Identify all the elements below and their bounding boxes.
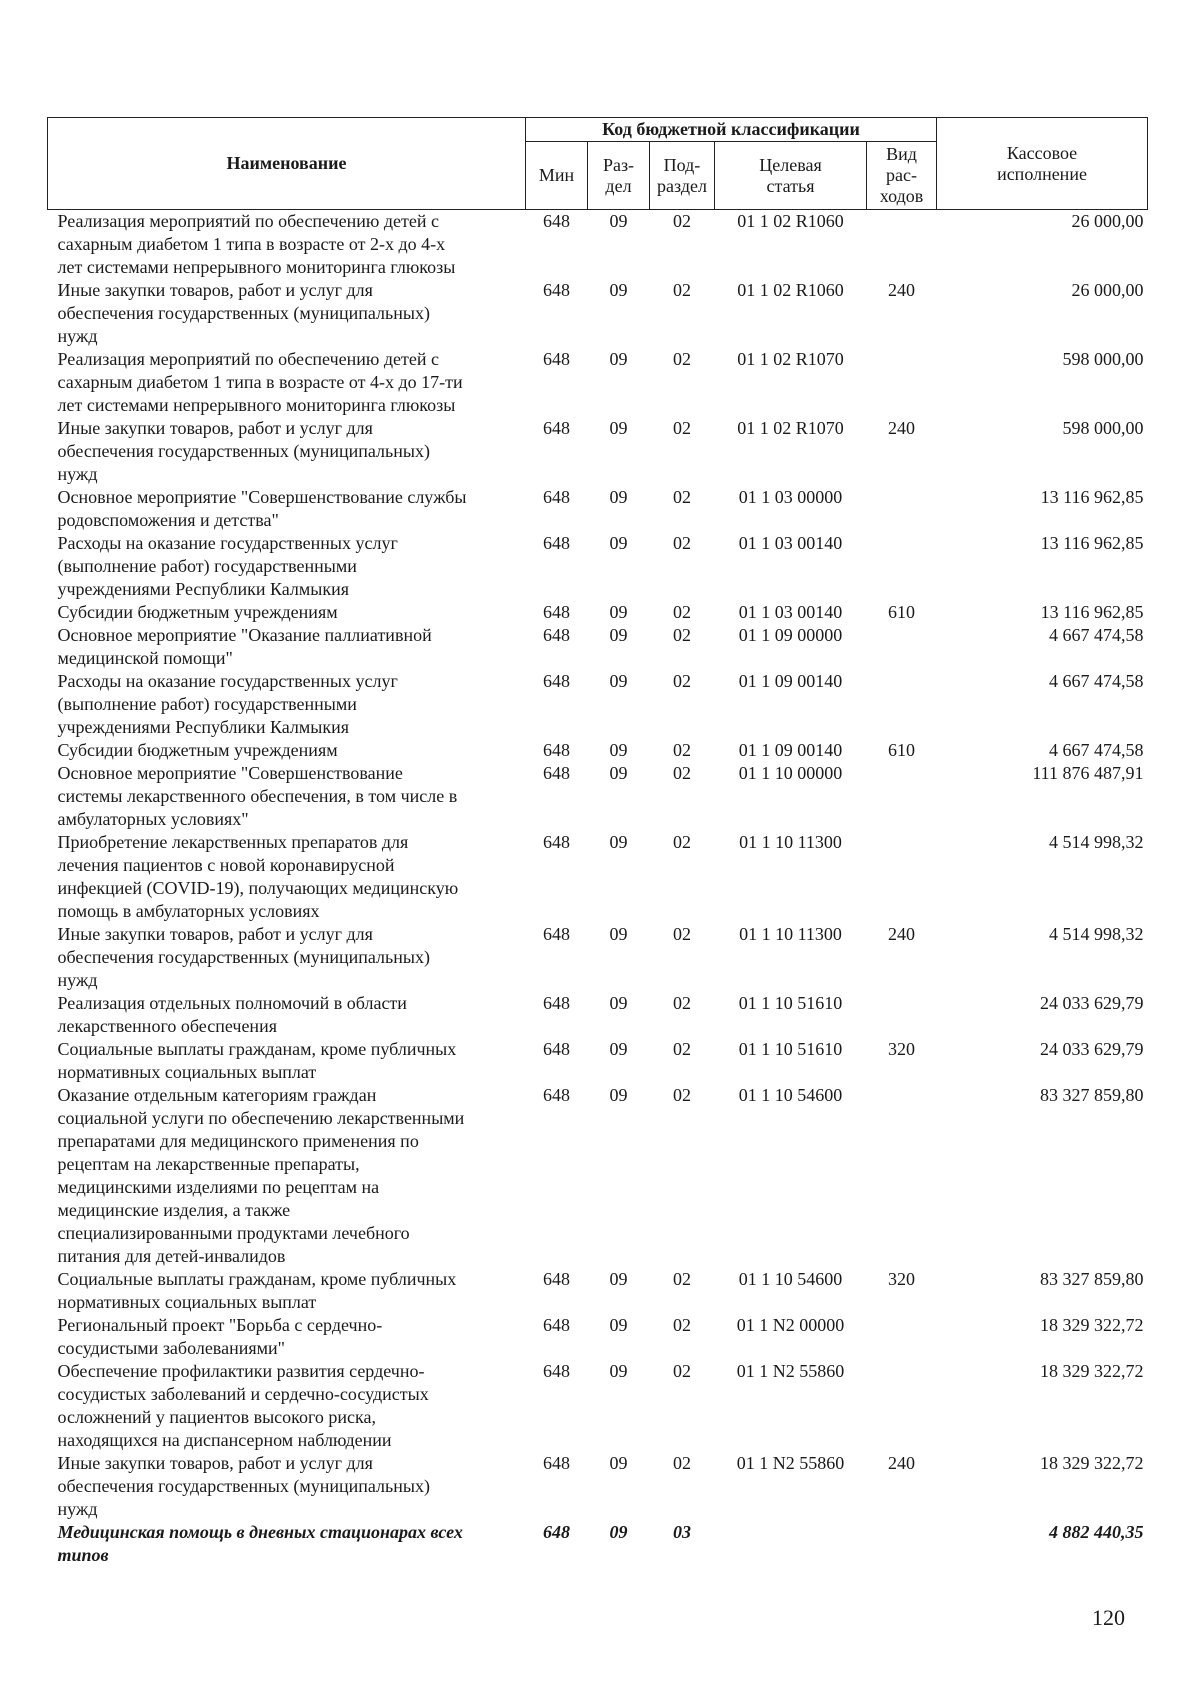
row-celevaya: 01 1 10 51610 bbox=[738, 1039, 843, 1059]
row-sum: 4 667 474,58 bbox=[1049, 625, 1144, 645]
row-name-line: сосудистых заболеваний и сердечно-сосудистых bbox=[57, 1384, 429, 1404]
row-name bbox=[48, 486, 526, 532]
row-sum: 24 033 629,79 bbox=[1040, 993, 1144, 1013]
row-sum: 4 667 474,58 bbox=[1049, 740, 1144, 760]
row-min: 648 bbox=[543, 487, 570, 507]
row-razdel: 09 bbox=[609, 1453, 628, 1473]
table-row bbox=[48, 762, 1148, 831]
row-name-line: Основное мероприятие "Совершенствование службы bbox=[57, 487, 467, 507]
row-name bbox=[48, 417, 526, 486]
row-vid: 240 bbox=[888, 280, 915, 300]
row-name-line: осложнений у пациентов высокого риска, bbox=[57, 1407, 376, 1427]
row-celevaya: 01 1 N2 55860 bbox=[736, 1453, 845, 1473]
row-vid bbox=[867, 210, 937, 280]
row-sum: 18 329 322,72 bbox=[1040, 1315, 1144, 1335]
row-name bbox=[48, 1521, 526, 1567]
row-podrazdel: 02 bbox=[673, 602, 691, 622]
header-vid-line1: Вид bbox=[886, 144, 917, 164]
row-name-line: Реализация мероприятий по обеспечению детей с bbox=[57, 211, 439, 231]
row-name-line: Иные закупки товаров, работ и услуг для bbox=[57, 924, 373, 944]
row-min: 648 bbox=[543, 671, 570, 691]
table-body bbox=[48, 210, 1148, 1568]
row-vid bbox=[867, 624, 937, 670]
row-razdel: 09 bbox=[609, 1315, 628, 1335]
header-celevaya-line2: статья bbox=[766, 175, 815, 196]
row-vid: 240 bbox=[888, 418, 915, 438]
header-kassovoe bbox=[937, 118, 1148, 210]
row-min: 648 bbox=[543, 602, 570, 622]
row-min: 648 bbox=[543, 832, 570, 852]
row-sum: 13 116 962,85 bbox=[1040, 533, 1144, 553]
table-row bbox=[48, 210, 1148, 280]
row-min: 648 bbox=[543, 763, 570, 783]
row-name-line: нормативных социальных выплат bbox=[57, 1062, 317, 1082]
row-razdel: 09 bbox=[609, 671, 628, 691]
table-row bbox=[48, 1084, 1148, 1268]
row-name-line: амбулаторных условиях" bbox=[57, 809, 249, 829]
table-row bbox=[48, 1268, 1148, 1314]
row-podrazdel: 02 bbox=[673, 533, 691, 553]
row-celevaya: 01 1 10 00000 bbox=[738, 763, 843, 783]
row-name-line: обеспечения государственных (муниципальных) bbox=[57, 441, 430, 461]
row-podrazdel: 02 bbox=[673, 1085, 691, 1105]
row-sum: 4 882 440,35 bbox=[1049, 1522, 1144, 1542]
row-podrazdel: 03 bbox=[673, 1522, 691, 1542]
row-vid: 610 bbox=[888, 602, 915, 622]
row-razdel: 09 bbox=[609, 487, 628, 507]
row-min: 648 bbox=[543, 1269, 570, 1289]
row-razdel: 09 bbox=[609, 602, 628, 622]
row-name-line: (выполнение работ) государственными bbox=[57, 556, 357, 576]
row-name-line: Иные закупки товаров, работ и услуг для bbox=[57, 418, 373, 438]
row-sum: 18 329 322,72 bbox=[1040, 1453, 1144, 1473]
row-name bbox=[48, 831, 526, 923]
row-name bbox=[48, 601, 526, 624]
row-name-line: Оказание отдельным категориям граждан bbox=[57, 1085, 377, 1105]
table-row bbox=[48, 1360, 1148, 1452]
row-name-line: помощь в амбулаторных условиях bbox=[57, 901, 320, 921]
table-row bbox=[48, 831, 1148, 923]
row-sum: 4 514 998,32 bbox=[1049, 832, 1144, 852]
row-min: 648 bbox=[543, 280, 570, 300]
row-name-line: учреждениями Республики Калмыкия bbox=[57, 579, 350, 599]
header-kbk: Код бюджетной классификации bbox=[526, 118, 937, 142]
row-vid: 320 bbox=[888, 1269, 915, 1289]
row-celevaya: 01 1 09 00000 bbox=[738, 625, 843, 645]
row-celevaya: 01 1 02 R1060 bbox=[737, 280, 844, 300]
row-razdel: 09 bbox=[609, 625, 628, 645]
row-name-line: Расходы на оказание государственных услуг bbox=[57, 533, 398, 553]
row-name bbox=[48, 348, 526, 417]
row-sum: 26 000,00 bbox=[1071, 280, 1144, 300]
row-celevaya: 01 1 N2 00000 bbox=[736, 1315, 845, 1335]
row-razdel: 09 bbox=[609, 924, 628, 944]
row-celevaya: 01 1 02 R1070 bbox=[737, 349, 844, 369]
row-name-line: нужд bbox=[57, 464, 98, 484]
row-podrazdel: 02 bbox=[673, 487, 691, 507]
row-name bbox=[48, 624, 526, 670]
row-celevaya bbox=[715, 1521, 867, 1567]
header-podrazdel-line1: Под- bbox=[663, 154, 701, 175]
row-celevaya: 01 1 N2 55860 bbox=[736, 1361, 845, 1381]
row-min: 648 bbox=[543, 1085, 570, 1105]
row-name-line: сосудистыми заболеваниями" bbox=[57, 1338, 285, 1358]
row-celevaya: 01 1 10 51610 bbox=[738, 993, 843, 1013]
row-podrazdel: 02 bbox=[673, 924, 691, 944]
header-celevaya bbox=[715, 142, 867, 210]
row-min: 648 bbox=[543, 1315, 570, 1335]
row-name bbox=[48, 1268, 526, 1314]
table-row bbox=[48, 1038, 1148, 1084]
table-row bbox=[48, 417, 1148, 486]
table-row bbox=[48, 1314, 1148, 1360]
row-name-line: рецептам на лекарственные препараты, bbox=[57, 1154, 360, 1174]
row-podrazdel: 02 bbox=[673, 280, 691, 300]
row-vid bbox=[867, 670, 937, 739]
header-razdel-line2: дел bbox=[605, 175, 632, 196]
table-row bbox=[48, 739, 1148, 762]
row-name bbox=[48, 1038, 526, 1084]
row-name-line: Социальные выплаты гражданам, кроме публичных bbox=[57, 1269, 457, 1289]
row-min: 648 bbox=[543, 993, 570, 1013]
header-vid-line3: ходов bbox=[879, 186, 924, 206]
row-podrazdel: 02 bbox=[673, 418, 691, 438]
row-sum: 598 000,00 bbox=[1062, 349, 1144, 369]
row-name-line: типов bbox=[57, 1545, 109, 1565]
row-name-line: медицинскими изделиями по рецептам на bbox=[57, 1177, 380, 1197]
row-name-line: Реализация отдельных полномочий в области bbox=[57, 993, 407, 1013]
row-name-line: лекарственного обеспечения bbox=[57, 1016, 277, 1036]
row-sum: 83 327 859,80 bbox=[1040, 1085, 1144, 1105]
table-row bbox=[48, 670, 1148, 739]
row-podrazdel: 02 bbox=[673, 625, 691, 645]
row-sum: 83 327 859,80 bbox=[1040, 1269, 1144, 1289]
table-row bbox=[48, 532, 1148, 601]
row-min: 648 bbox=[543, 740, 570, 760]
row-min: 648 bbox=[543, 1361, 570, 1381]
row-name-line: Основное мероприятие "Совершенствование bbox=[57, 763, 403, 783]
row-celevaya: 01 1 10 11300 bbox=[739, 832, 842, 852]
row-name-line: Иные закупки товаров, работ и услуг для bbox=[57, 280, 373, 300]
row-vid bbox=[867, 992, 937, 1038]
row-min: 648 bbox=[543, 211, 570, 231]
table-row bbox=[48, 923, 1148, 992]
row-celevaya: 01 1 02 R1070 bbox=[737, 418, 844, 438]
row-name-line: Субсидии бюджетным учреждениям bbox=[57, 602, 338, 622]
row-vid bbox=[867, 1521, 937, 1567]
row-name bbox=[48, 739, 526, 762]
row-name-line: нормативных социальных выплат bbox=[57, 1292, 317, 1312]
row-razdel: 09 bbox=[609, 832, 628, 852]
row-name-line: лет системами непрерывного мониторинга глюкозы bbox=[57, 257, 456, 277]
row-sum: 598 000,00 bbox=[1062, 418, 1144, 438]
row-name-line: (выполнение работ) государственными bbox=[57, 694, 357, 714]
row-name-line: медицинские изделия, а также bbox=[57, 1200, 291, 1220]
row-celevaya: 01 1 10 54600 bbox=[738, 1269, 843, 1289]
row-name bbox=[48, 670, 526, 739]
row-razdel: 09 bbox=[609, 993, 628, 1013]
header-celevaya-line1: Целевая bbox=[759, 154, 822, 175]
table-header bbox=[48, 118, 1148, 210]
row-razdel: 09 bbox=[609, 1361, 628, 1381]
row-podrazdel: 02 bbox=[673, 832, 691, 852]
row-name-line: Основное мероприятие "Оказание паллиативной bbox=[57, 625, 432, 645]
header-podrazdel-line2: раздел bbox=[657, 175, 707, 196]
row-vid bbox=[867, 486, 937, 532]
row-podrazdel: 02 bbox=[673, 1269, 691, 1289]
row-vid bbox=[867, 1084, 937, 1268]
row-min: 648 bbox=[543, 349, 570, 369]
row-celevaya: 01 1 03 00000 bbox=[738, 487, 843, 507]
row-name-line: находящихся на диспансерном наблюдении bbox=[57, 1430, 392, 1450]
header-vid-line2: рас- bbox=[886, 165, 917, 185]
row-min: 648 bbox=[543, 418, 570, 438]
row-celevaya: 01 1 09 00140 bbox=[738, 671, 843, 691]
table-row bbox=[48, 1521, 1148, 1567]
row-name-line: Региональный проект "Борьба с сердечно- bbox=[57, 1315, 383, 1335]
row-razdel: 09 bbox=[609, 740, 628, 760]
row-razdel: 09 bbox=[609, 280, 628, 300]
row-name bbox=[48, 532, 526, 601]
row-podrazdel: 02 bbox=[673, 993, 691, 1013]
table-row bbox=[48, 992, 1148, 1038]
row-name bbox=[48, 992, 526, 1038]
row-name bbox=[48, 762, 526, 831]
page-number: 120 bbox=[1092, 1605, 1125, 1630]
row-name bbox=[48, 1452, 526, 1521]
row-vid bbox=[867, 1314, 937, 1360]
row-sum: 13 116 962,85 bbox=[1040, 602, 1144, 622]
table-row bbox=[48, 279, 1148, 348]
row-name-line: Расходы на оказание государственных услуг bbox=[57, 671, 398, 691]
row-name-line: системы лекарственного обеспечения, в том числе в bbox=[57, 786, 458, 806]
row-sum: 111 876 487,91 bbox=[1032, 763, 1144, 783]
row-name-line: Субсидии бюджетным учреждениям bbox=[57, 740, 338, 760]
row-name-line: Медицинская помощь в дневных стационарах всех bbox=[57, 1522, 463, 1542]
row-name bbox=[48, 1360, 526, 1452]
header-razdel-line1: Раз- bbox=[602, 154, 635, 175]
row-name bbox=[48, 210, 526, 280]
header-kassovoe-line2: исполнение bbox=[997, 163, 1087, 184]
row-name-line: обеспечения государственных (муниципальных) bbox=[57, 1476, 430, 1496]
row-celevaya: 01 1 10 54600 bbox=[738, 1085, 843, 1105]
row-name-line: медицинской помощи" bbox=[57, 648, 233, 668]
row-vid: 610 bbox=[888, 740, 915, 760]
row-name-line: учреждениями Республики Калмыкия bbox=[57, 717, 350, 737]
row-name-line: Иные закупки товаров, работ и услуг для bbox=[57, 1453, 373, 1473]
header-kassovoe-line1: Кассовое bbox=[1006, 142, 1078, 163]
row-name-line: препаратами для медицинского применения по bbox=[57, 1131, 419, 1151]
row-celevaya: 01 1 03 00140 bbox=[738, 533, 843, 553]
row-razdel: 09 bbox=[609, 1522, 628, 1542]
row-razdel: 09 bbox=[609, 1269, 628, 1289]
table-row bbox=[48, 486, 1148, 532]
table-row bbox=[48, 601, 1148, 624]
row-name-line: лет системами непрерывного мониторинга глюкозы bbox=[57, 395, 456, 415]
row-razdel: 09 bbox=[609, 349, 628, 369]
row-name-line: обеспечения государственных (муниципальных) bbox=[57, 947, 430, 967]
row-podrazdel: 02 bbox=[673, 211, 691, 231]
row-min: 648 bbox=[543, 625, 570, 645]
row-name bbox=[48, 923, 526, 992]
row-min: 648 bbox=[543, 1039, 570, 1059]
row-vid bbox=[867, 348, 937, 417]
row-min: 648 bbox=[543, 533, 570, 553]
row-name-line: родовспоможения и детства" bbox=[57, 510, 279, 530]
row-podrazdel: 02 bbox=[673, 671, 691, 691]
row-razdel: 09 bbox=[609, 418, 628, 438]
row-min: 648 bbox=[543, 1522, 570, 1542]
row-vid: 320 bbox=[888, 1039, 915, 1059]
row-celevaya: 01 1 10 11300 bbox=[739, 924, 842, 944]
header-vid bbox=[867, 142, 937, 210]
row-razdel: 09 bbox=[609, 1039, 628, 1059]
row-name-line: сахарным диабетом 1 типа в возрасте от 4-х до 17-ти bbox=[57, 372, 463, 392]
row-vid bbox=[867, 1360, 937, 1452]
row-sum: 4 514 998,32 bbox=[1049, 924, 1144, 944]
row-name-line: социальной услуги по обеспечению лекарственными bbox=[57, 1108, 465, 1128]
row-podrazdel: 02 bbox=[673, 1039, 691, 1059]
row-name-line: обеспечения государственных (муниципальных) bbox=[57, 303, 430, 323]
row-razdel: 09 bbox=[609, 1085, 628, 1105]
row-vid: 240 bbox=[888, 924, 915, 944]
row-min: 648 bbox=[543, 1453, 570, 1473]
row-sum: 26 000,00 bbox=[1071, 211, 1144, 231]
row-vid bbox=[867, 762, 937, 831]
row-sum: 24 033 629,79 bbox=[1040, 1039, 1144, 1059]
row-celevaya: 01 1 03 00140 bbox=[738, 602, 843, 622]
row-name-line: Реализация мероприятий по обеспечению детей с bbox=[57, 349, 439, 369]
row-name-line: питания для детей-инвалидов bbox=[57, 1246, 286, 1266]
row-name-line: лечения пациентов с новой коронавирусной bbox=[57, 855, 395, 875]
row-vid bbox=[867, 532, 937, 601]
row-name-line: инфекцией (COVID-19), получающих медицинскую bbox=[57, 878, 459, 898]
row-name-line: Приобретение лекарственных препаратов для bbox=[57, 832, 409, 852]
header-name: Наименование bbox=[48, 118, 526, 210]
row-podrazdel: 02 bbox=[673, 1315, 691, 1335]
row-razdel: 09 bbox=[609, 211, 628, 231]
row-podrazdel: 02 bbox=[673, 1453, 691, 1473]
row-podrazdel: 02 bbox=[673, 763, 691, 783]
row-podrazdel: 02 bbox=[673, 349, 691, 369]
row-podrazdel: 02 bbox=[673, 740, 691, 760]
row-name-line: нужд bbox=[57, 970, 98, 990]
row-podrazdel: 02 bbox=[673, 1361, 691, 1381]
row-name bbox=[48, 279, 526, 348]
row-name bbox=[48, 1314, 526, 1360]
row-name-line: нужд bbox=[57, 1499, 98, 1519]
row-name-line: Социальные выплаты гражданам, кроме публичных bbox=[57, 1039, 457, 1059]
row-razdel: 09 bbox=[609, 763, 628, 783]
row-name bbox=[48, 1084, 526, 1268]
row-min: 648 bbox=[543, 924, 570, 944]
row-name-line: Обеспечение профилактики развития сердечно- bbox=[57, 1361, 425, 1381]
row-sum: 4 667 474,58 bbox=[1049, 671, 1144, 691]
row-vid: 240 bbox=[888, 1453, 915, 1473]
table-row bbox=[48, 1452, 1148, 1521]
row-vid bbox=[867, 831, 937, 923]
row-name-line: специализированными продуктами лечебного bbox=[57, 1223, 410, 1243]
header-podrazdel bbox=[650, 142, 715, 210]
row-name-line: нужд bbox=[57, 326, 98, 346]
table-row bbox=[48, 348, 1148, 417]
row-sum: 13 116 962,85 bbox=[1040, 487, 1144, 507]
header-min: Мин bbox=[526, 142, 588, 210]
row-sum: 18 329 322,72 bbox=[1040, 1361, 1144, 1381]
row-name-line: сахарным диабетом 1 типа в возрасте от 2-х до 4-х bbox=[57, 234, 446, 254]
header-razdel bbox=[588, 142, 650, 210]
budget-table bbox=[47, 117, 1148, 1567]
row-razdel: 09 bbox=[609, 533, 628, 553]
row-celevaya: 01 1 09 00140 bbox=[738, 740, 843, 760]
table-row bbox=[48, 624, 1148, 670]
row-celevaya: 01 1 02 R1060 bbox=[737, 211, 844, 231]
